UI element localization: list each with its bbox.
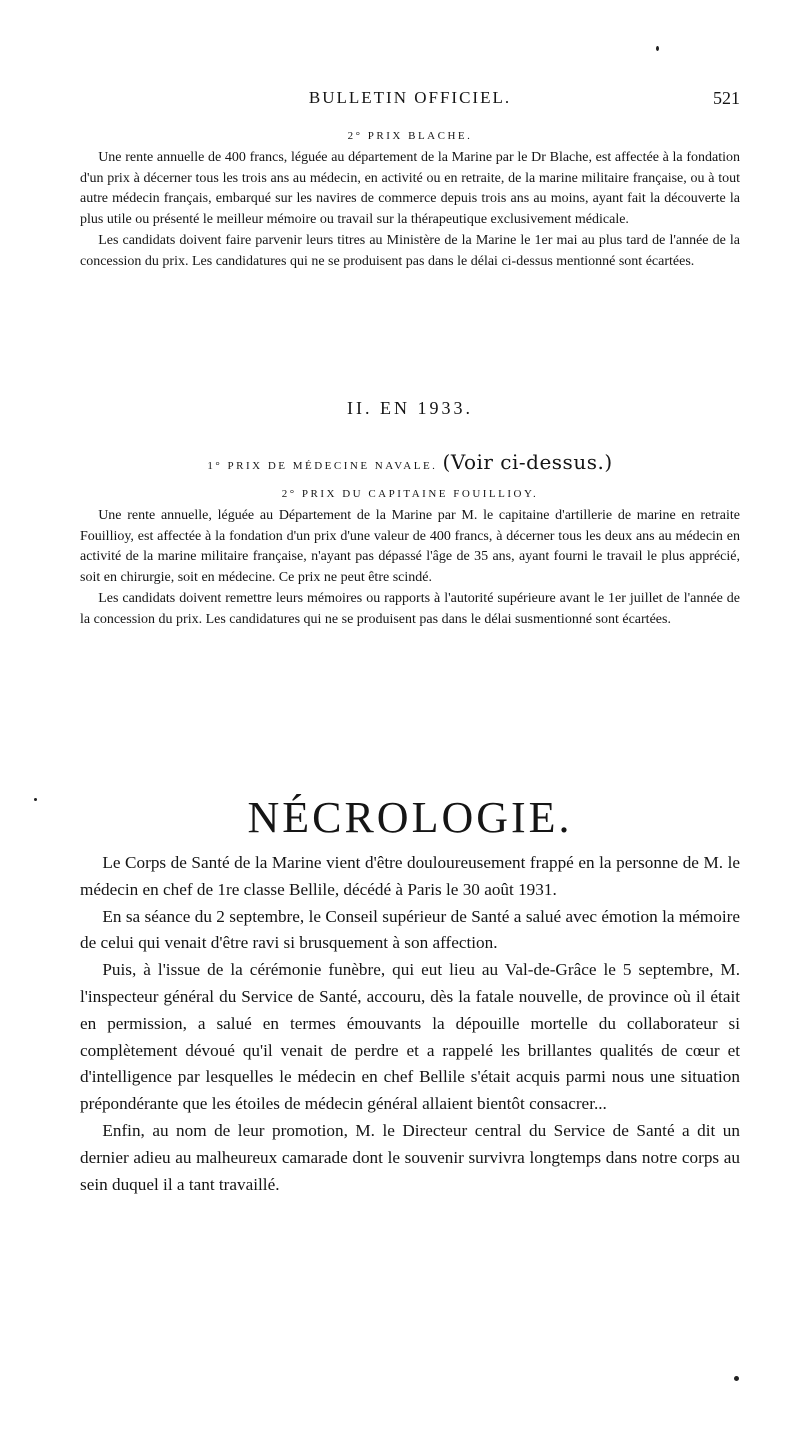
running-title: BULLETIN OFFICIEL. [308, 88, 512, 107]
necrologie-title: NÉCROLOGIE. [247, 793, 573, 842]
page-header [80, 88, 740, 112]
scan-speck [734, 1376, 739, 1381]
necrologie-paragraph-1: Le Corps de Santé de la Marine vient d'être douloureusement frappé en la personne de M. le médecin en chef de 1re classe Bellile, décédé à Paris le 30 août 1931. [80, 853, 740, 899]
year-heading: II. EN 1933. [347, 398, 473, 418]
page-number: 521 [713, 88, 740, 108]
section-prix-fouillioy [80, 488, 740, 630]
necrologie-paragraph-4: Enfin, au nom de leur promotion, M. le Directeur central du Service de Santé a dit un dernier adieu au malheureux camarade dont le souvenir survivra longtemps dans notre corps au sein duquel il a tant travaillé. [80, 1120, 740, 1194]
prix-fouillioy-heading: 2° PRIX DU CAPITAINE FOUILLIOY. [281, 488, 539, 500]
section-prix-blache [80, 130, 740, 272]
prix-blache-heading: 2° PRIX BLACHE. [347, 130, 473, 142]
scan-speck [34, 798, 37, 801]
prix-medecine-label: 1° PRIX DE MÉDECINE NAVALE. [207, 460, 438, 472]
necrologie-paragraph-3: Puis, à l'issue de la cérémonie funèbre, qui eut lieu au Val-de-Grâce le 5 septembre, M. l'inspecteur général du Service de Santé, accouru, dès la fatale nouvelle, de province où il était en permission, a salué en termes émouvants la dépouille mortelle du collaborateur si complètement dévoué qu'il venait de perdre et a rappelé les brillantes qualités de cœur et d'intelligence par lesquelles le médecin en chef Bellile s'était acquis parmi nous une situation prépondérante que les étoiles de médecin général allaient bientôt consacrer... [80, 960, 740, 1114]
prix-fouillioy-paragraph-1: Une rente annuelle, léguée au Département de la Marine par M. le capitaine d'artillerie de marine en retraite Fouillioy, est affectée à la fondation d'un prix d'une valeur de 400 francs, à décerner tous les deux ans au médecin en activité de la marine militaire française, n'ayant pas dépassé l'âge de 35 ans, ayant fourni le travail le plus apprécié, soit en chirurgie, soit en médecine. Ce prix ne peut être scindé. [80, 508, 740, 586]
prix-medecine-navale [80, 450, 740, 474]
prix-blache-paragraph-1: Une rente annuelle de 400 francs, léguée au département de la Marine par le Dr Blache, est affectée à la fondation d'un prix à décerner tous les trois ans au médecin, en activité ou en retraite, de la marine militaire française, ou à tout autre médecin français, embarqué sur les navires de commerce depuis trois ans au moins, ayant fait la découverte la plus utile ou présenté le meilleur mémoire ou travail sur la thérapeutique exclusivement médicale. [80, 150, 740, 228]
prix-fouillioy-paragraph-2: Les candidats doivent remettre leurs mémoires ou rapports à l'autorité supérieure avant le 1er juillet de l'année de la concession du prix. Les candidatures qui ne se produisent pas dans le délai susmentionné sont écartées. [80, 590, 740, 627]
section-necrologie [80, 850, 740, 1198]
scan-speck [656, 46, 659, 51]
necrologie-paragraph-2: En sa séance du 2 septembre, le Conseil supérieur de Santé a salué avec émotion la mémoire de celui qui venait d'être ravi si brusquement à son affection. [80, 906, 740, 953]
prix-medecine-note: (Voir ci-dessus.) [442, 450, 613, 474]
prix-blache-paragraph-2: Les candidats doivent faire parvenir leurs titres au Ministère de la Marine le 1er mai au plus tard de l'année de la concession du prix. Les candidatures qui ne se produisent pas dans le délai ci-dessus mentionné sont écartées. [80, 232, 740, 269]
